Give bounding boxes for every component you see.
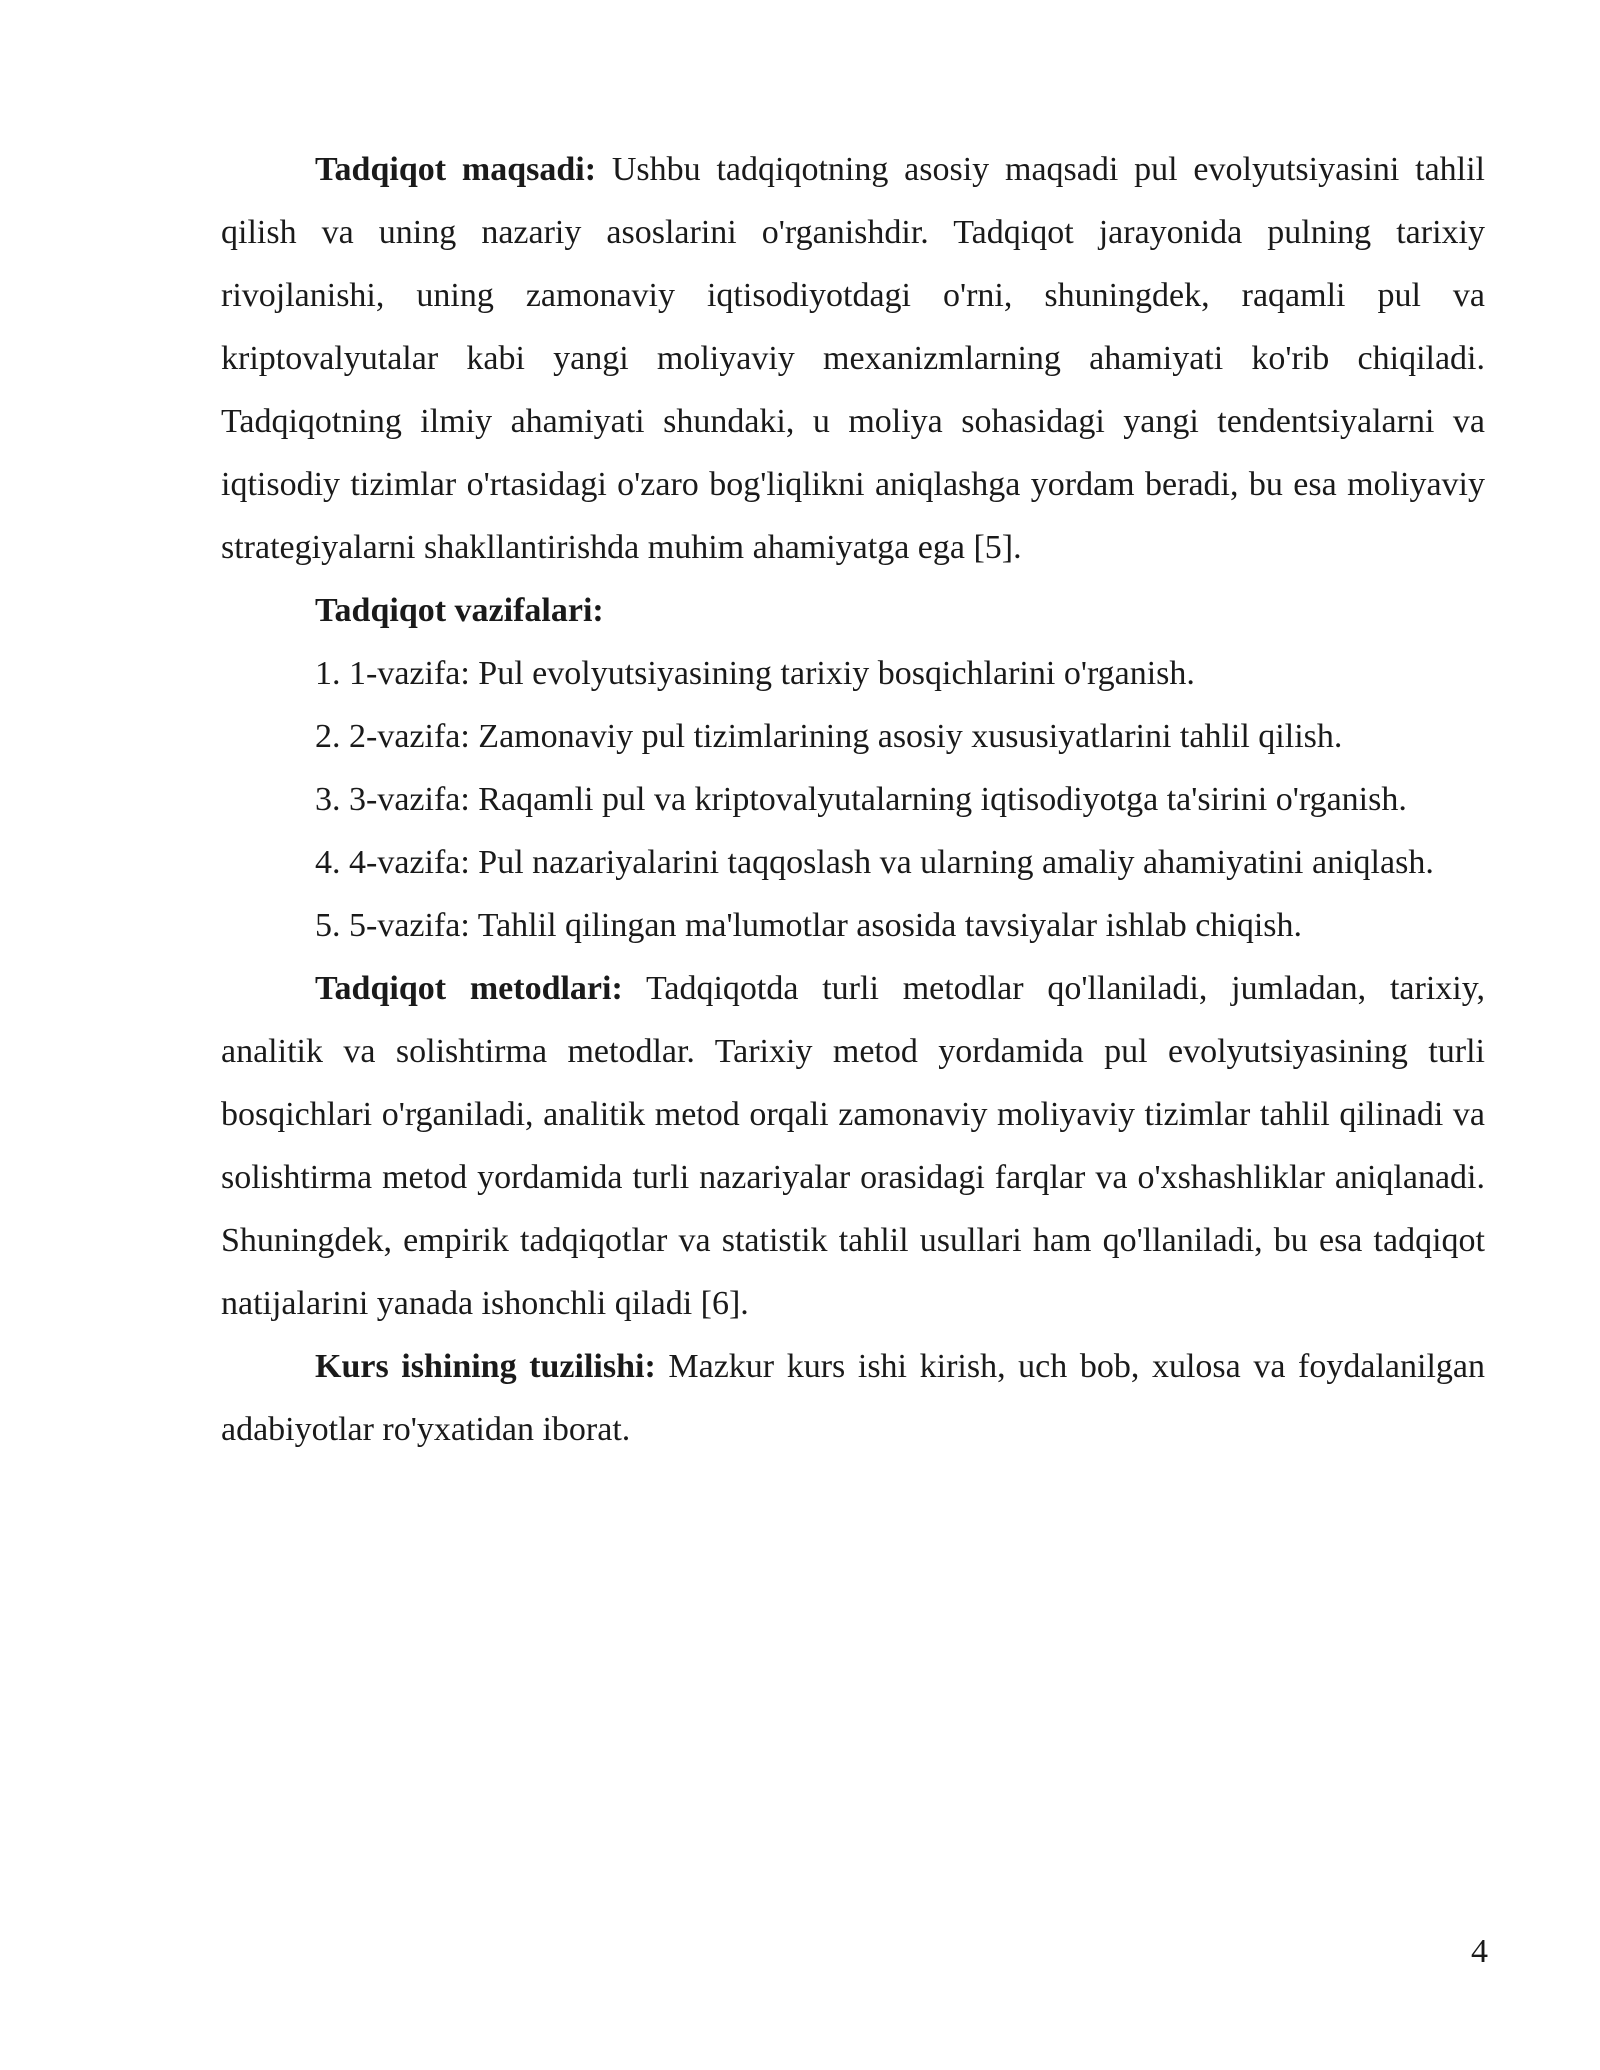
purpose-heading: Tadqiqot maqsadi:	[315, 151, 597, 188]
tasks-heading-line	[221, 579, 1485, 642]
structure-text: Mazkur kurs ishi kirish, uch bob, xulosa va foydalanilgan adabiyotlar ro'yxatidan iborat.	[221, 1348, 1485, 1448]
task-item-4: 4. 4-vazifa: Pul nazariyalarini taqqoslash va ularning amaliy ahamiyatini aniqlash.	[315, 844, 1434, 881]
structure-paragraph	[221, 1335, 1485, 1461]
methods-text: Tadqiqotda turli metodlar qo'llaniladi, jumladan, tarixiy, analitik va solishtirma metodlar. Tarixiy metod yordamida pul evolyutsiyasining turli bosqichlari o'rganiladi, analitik metod orqali zamonaviy moliyaviy tizimlar tahlil qilinadi va solishtirma metod yordamida turli nazariyalar orasidagi farqlar va o'xshashliklar aniqlanadi. Shuningdek, empirik tadqiqotlar va statistik tahlil usullari ham qo'llaniladi, bu esa tadqiqot natijalarini yanada ishonchli qiladi [6].	[221, 970, 1486, 1322]
purpose-text: Ushbu tadqiqotning asosiy maqsadi pul evolyutsiyasini tahlil qilish va uning nazariy asoslarini o'rganishdir. Tadqiqot jarayonida pulning tarixiy rivojlanishi, uning zamonaviy iqtisodiyotdagi o'rni, shuningdek, raqamli pul va kriptovalyutalar kabi yangi moliyaviy mexanizmlarning ahamiyati ko'rib chiqiladi. Tadqiqotning ilmiy ahamiyati shundaki, u moliya sohasidagi yangi tendentsiyalarni va iqtisodiy tizimlar o'rtasidagi o'zaro bog'liqlikni aniqlashga yordam beradi, bu esa moliyaviy strategiyalarni shakllantirishda muhim ahamiyatga ega [5].	[221, 151, 1485, 566]
task-item-5: 5. 5-vazifa: Tahlil qilingan ma'lumotlar asosida tavsiyalar ishlab chiqish.	[315, 907, 1302, 944]
task-item-3: 3. 3-vazifa: Raqamli pul va kriptovalyutalarning iqtisodiyotga ta'sirini o'rganish.	[315, 781, 1407, 818]
page-number: 4	[1471, 1933, 1488, 1970]
task-item-1: 1. 1-vazifa: Pul evolyutsiyasining tarixiy bosqichlarini o'rganish.	[315, 655, 1195, 692]
methods-heading: Tadqiqot metodlari:	[315, 970, 623, 1007]
structure-heading: Kurs ishining tuzilishi:	[315, 1348, 656, 1385]
tasks-heading: Tadqiqot vazifalari:	[315, 592, 604, 629]
purpose-paragraph	[221, 138, 1485, 579]
methods-paragraph	[221, 957, 1485, 1335]
page-body	[221, 138, 1485, 1461]
task-item-2: 2. 2-vazifa: Zamonaviy pul tizimlarining asosiy xususiyatlarini tahlil qilish.	[315, 718, 1343, 755]
